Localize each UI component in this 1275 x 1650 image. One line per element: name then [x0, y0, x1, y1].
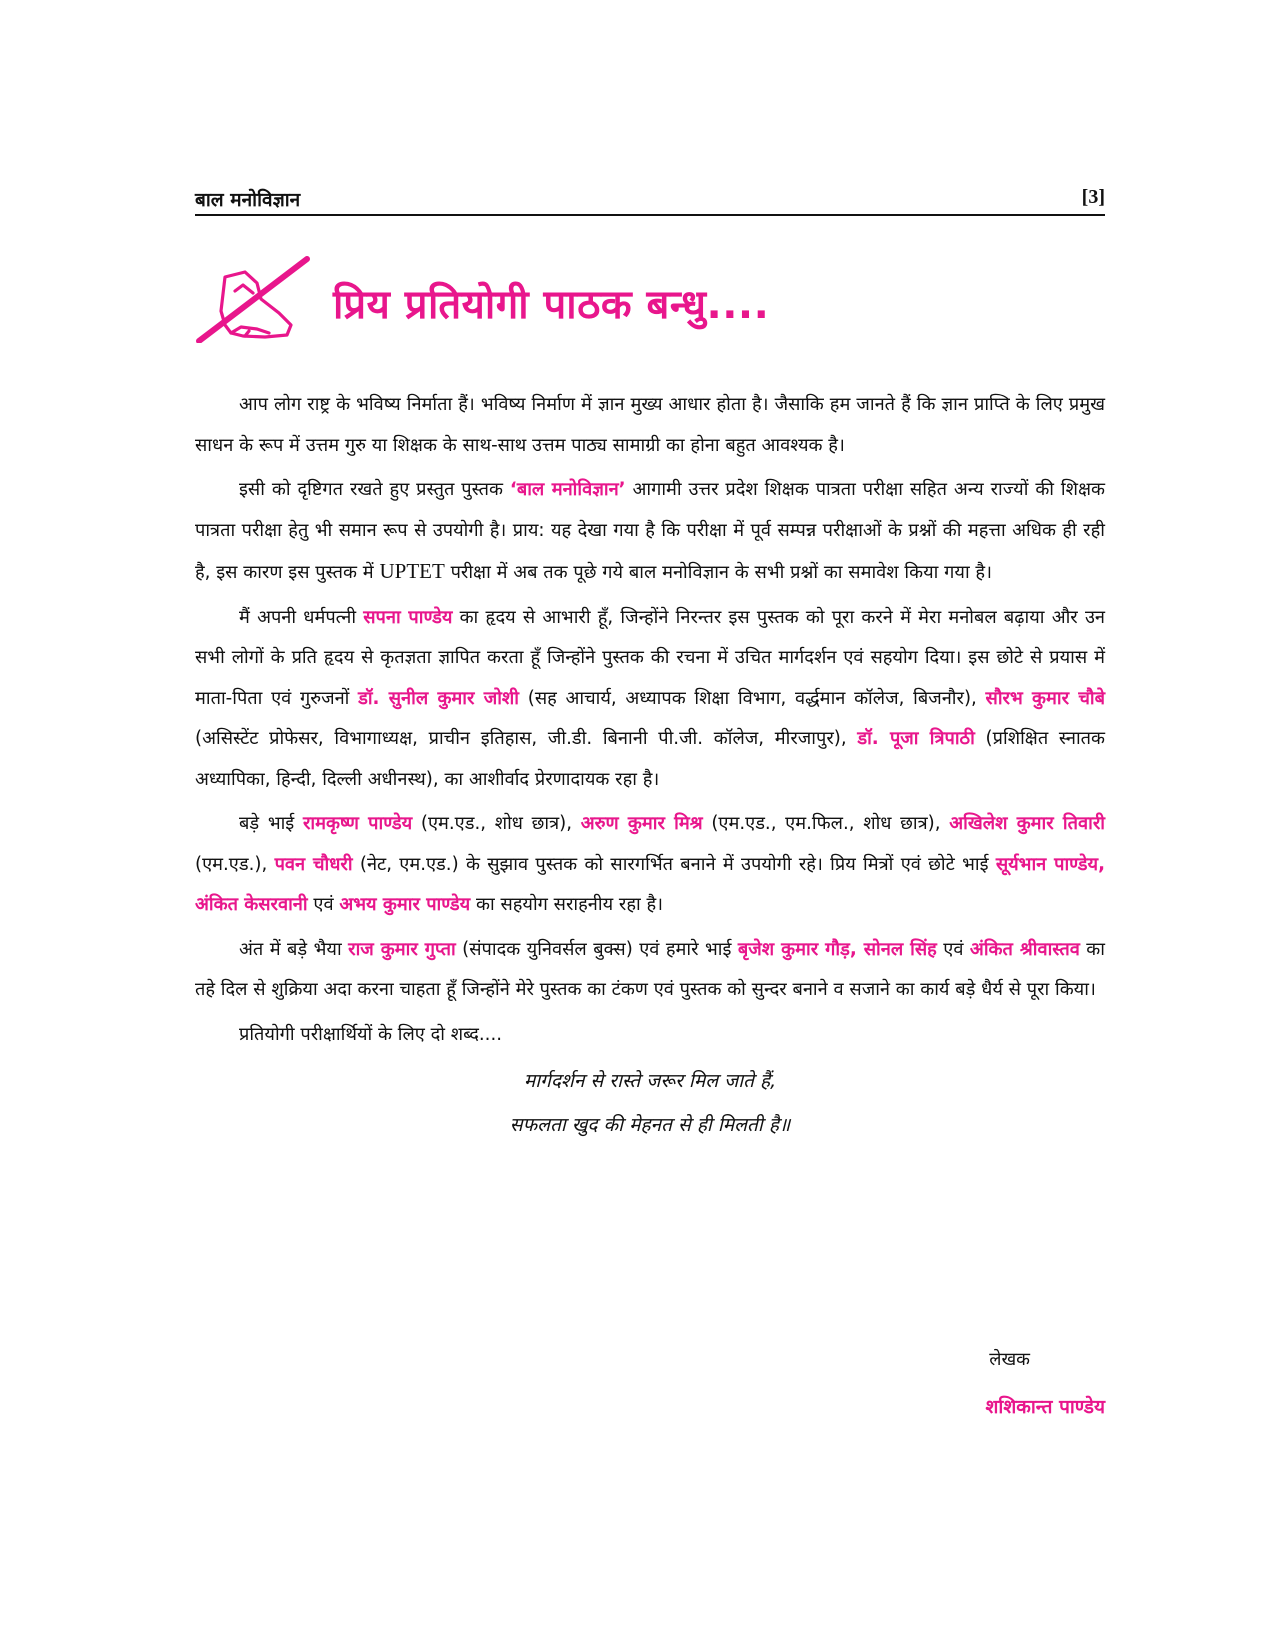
paragraph-2: इसी को दृष्टिगत रखते हुए प्रस्तुत पुस्तक ‘बाल मनोविज्ञान’ आगामी उत्तर प्रदेश शिक्षक पात्रता परीक्षा सहित अन्य राज्यों की शिक्षक पात्रता परीक्षा हेतु भी समान रूप से उपयोगी है। प्राय: यह देखा गया है कि परीक्षा में पूर्व सम्पन्न परीक्षाओं के प्रश्नों की महत्ता अधिक ही रही है, इस कारण इस पुस्तक में UPTET परीक्षा में अब तक पूछे गये बाल मनोविज्ञान के सभी प्रश्नों का समावेश किया गया है। [195, 479, 1105, 583]
signature-label: लेखक [989, 1349, 1030, 1370]
quote-line-2: सफलता खुद की मेहनत से ही मिलती है॥ [509, 1114, 791, 1136]
name-highlight: पवन चौधरी [274, 853, 353, 875]
name-highlight: डॉ. पूजा त्रिपाठी [857, 728, 975, 749]
name-highlight: डॉ. सुनील कुमार जोशी [358, 687, 519, 709]
writing-hand-icon [195, 255, 315, 343]
exam-name: UPTET [379, 559, 445, 583]
name-highlight: सूर्यभान पाण्डेय, अंकित केसरवानी [195, 853, 1105, 915]
name-highlight: अभय कुमार पाण्डेय [339, 894, 471, 915]
name-highlight: बृजेश कुमार गौड़, सोनल सिंह [737, 938, 937, 960]
author-name: शशिकान्त पाण्डेय [985, 1396, 1105, 1418]
header-rule [195, 214, 1105, 216]
closing-quote [195, 1059, 1105, 1147]
name-highlight: अरुण कुमार मिश्र [580, 813, 703, 834]
running-header [195, 186, 1105, 212]
quote-line-1: मार्गदर्शन से रास्ते जरूर मिल जाते हैं, [523, 1070, 777, 1092]
page-number: [3] [1081, 186, 1105, 208]
name-highlight: अंकित श्रीवास्तव [969, 938, 1080, 960]
paragraph-6: प्रतियोगी परीक्षार्थियों के लिए दो शब्द.... [239, 1023, 503, 1045]
name-highlight: रामकृष्ण पाण्डेय [302, 813, 413, 834]
book-name-highlight: ‘बाल मनोविज्ञान’ [509, 479, 626, 500]
name-highlight: राज कुमार गुप्ता [348, 938, 456, 960]
book-title: बाल मनोविज्ञान [195, 189, 301, 211]
name-highlight: अखिलेश कुमार तिवारी [949, 813, 1105, 834]
paragraph-1: आप लोग राष्ट्र के भविष्य निर्माता हैं। भविष्य निर्माण में ज्ञान मुख्य आधार होता है। जैसाकि हम जानते हैं कि ज्ञान प्राप्ति के लिए प्रमुख साधन के रूप में उत्तम गुरु या शिक्षक के साथ-साथ उत्तम पाठ्य सामाग्री का होना बहुत आवश्यक है। [195, 394, 1105, 456]
title-row [195, 255, 1105, 345]
page-title: प्रिय प्रतियोगी पाठक बन्धु.... [333, 282, 770, 328]
body-text [195, 385, 1105, 1147]
name-highlight: सपना पाण्डेय [363, 606, 453, 628]
paragraph-4: बड़े भाई रामकृष्ण पाण्डेय (एम.एड., शोध छात्र), अरुण कुमार मिश्र (एम.एड., एम.फिल., शोध छात्र), अखिलेश कुमार तिवारी (एम.एड.), पवन चौधरी (नेट, एम.एड.) के सुझाव पुस्तक को सारगर्भित बनाने में उपयोगी रहे। प्रिय मित्रों एवं छोटे भाई सूर्यभान पाण्डेय, अंकित केसरवानी एवं अभय कुमार पाण्डेय का सहयोग सराहनीय रहा है। [195, 813, 1105, 915]
paragraph-3: मैं अपनी धर्मपत्नी सपना पाण्डेय का हृदय से आभारी हूँ, जिन्होंने निरन्तर इस पुस्तक को पूरा करने में मेरा मनोबल बढ़ाया और उन सभी लोगों के प्रति हृदय से कृतज्ञता ज्ञापित करता हूँ जिन्होंने पुस्तक की रचना में उचित मार्गदर्शन एवं सहयोग दिया। इस छोटे से प्रयास में माता-पिता एवं गुरुजनों डॉ. सुनील कुमार जोशी (सह आचार्य, अध्यापक शिक्षा विभाग, वर्द्धमान कॉलेज, बिजनौर), सौरभ कुमार चौबे (असिस्टेंट प्रोफेसर, विभागाध्यक्ष, प्राचीन इतिहास, जी.डी. बिनानी पी.जी. कॉलेज, मीरजापुर), डॉ. पूजा त्रिपाठी (प्रशिक्षित स्नातक अध्यापिका, हिन्दी, दिल्ली अधीनस्थ), का आशीर्वाद प्रेरणादायक रहा है। [195, 606, 1105, 790]
paragraph-5: अंत में बड़े भैया राज कुमार गुप्ता (संपादक युनिवर्सल बुक्स) एवं हमारे भाई बृजेश कुमार गौड़, सोनल सिंह एवं अंकित श्रीवास्तव का तहे दिल से शुक्रिया अदा करना चाहता हूँ जिन्होंने मेरे पुस्तक का टंकण एवं पुस्तक को सुन्दर बनाने व सजाने का कार्य बड़े धैर्य से पूरा किया। [195, 938, 1105, 1000]
name-highlight: सौरभ कुमार चौबे [985, 687, 1105, 709]
